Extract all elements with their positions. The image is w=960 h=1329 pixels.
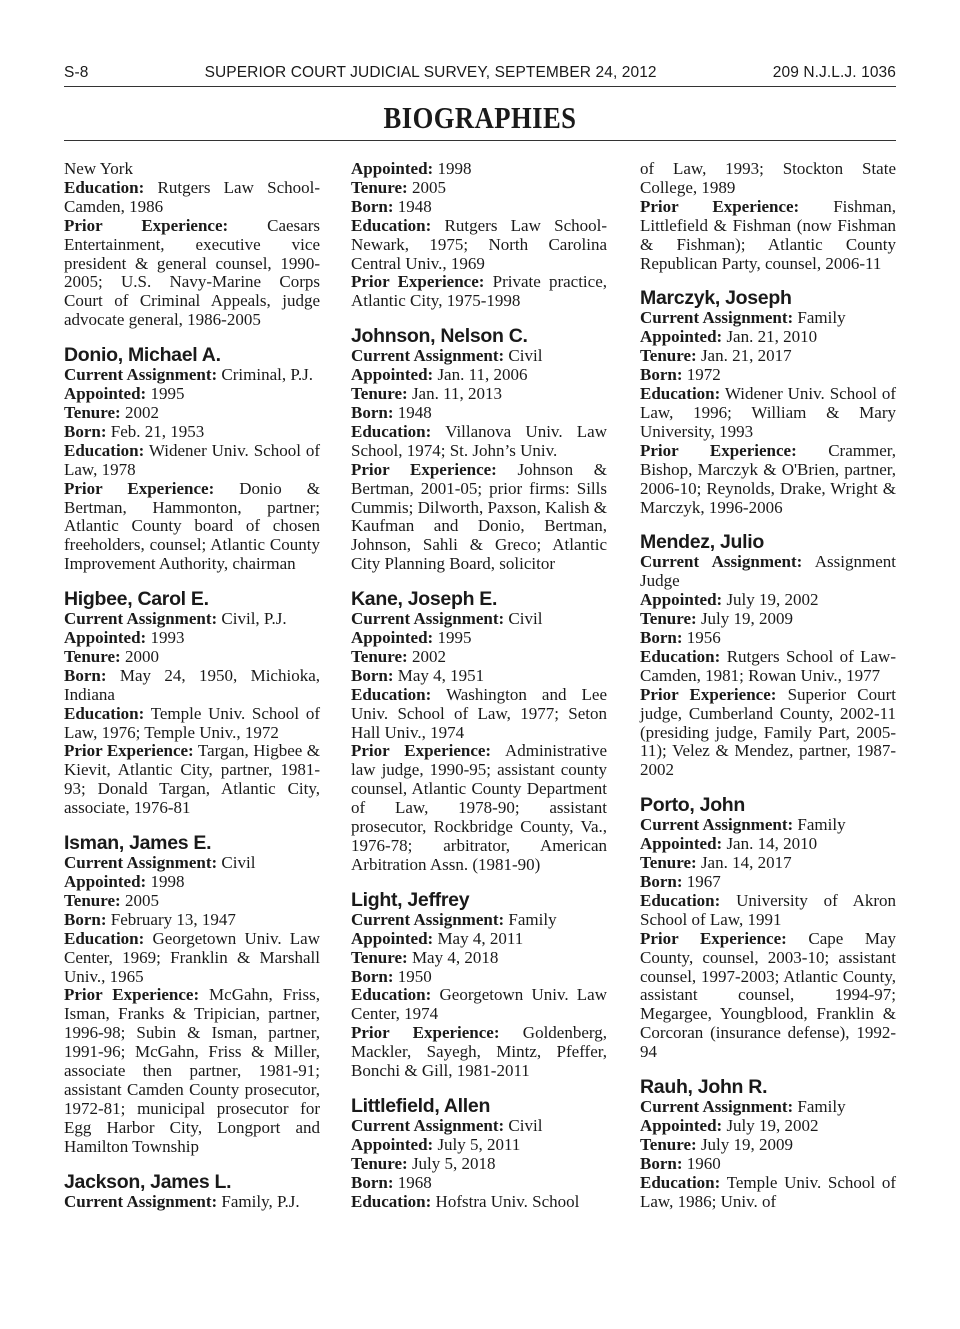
bio-field bbox=[64, 480, 320, 575]
bio-field bbox=[640, 553, 896, 591]
field-label: Education: bbox=[640, 1172, 721, 1192]
field-label: Current Assignment: bbox=[351, 1115, 505, 1135]
bio-field bbox=[351, 1193, 607, 1212]
field-value: Civil, P.J. bbox=[221, 609, 287, 629]
bio-field bbox=[351, 179, 607, 198]
bio-field bbox=[640, 835, 896, 854]
bio-field bbox=[64, 1193, 320, 1212]
bio-field bbox=[351, 629, 607, 648]
field-label: Prior Experience: bbox=[64, 478, 215, 498]
field-label: Current Assignment: bbox=[64, 1191, 218, 1211]
bio-field bbox=[351, 949, 607, 968]
field-value: July 5, 2018 bbox=[411, 1153, 496, 1173]
bio-field bbox=[640, 892, 896, 930]
field-label: Born: bbox=[64, 421, 107, 441]
bio-field bbox=[64, 705, 320, 743]
field-label: Tenure: bbox=[64, 890, 121, 910]
title-rule bbox=[64, 140, 896, 141]
field-label: Born: bbox=[351, 966, 394, 986]
field-value: Jan. 14, 2017 bbox=[700, 853, 792, 873]
field-label: Tenure: bbox=[351, 646, 408, 666]
bio-field bbox=[351, 217, 607, 274]
section-title: BIOGRAPHIES bbox=[383, 100, 577, 135]
field-label: Born: bbox=[351, 196, 394, 216]
judge-name: Johnson, Nelson C. bbox=[351, 325, 528, 348]
bio-field bbox=[351, 423, 607, 461]
bio-field bbox=[640, 1155, 896, 1174]
field-value: University of Akron School of Law, 1991 bbox=[640, 890, 897, 929]
field-value: 1972 bbox=[686, 365, 721, 385]
judge-name: Isman, James E. bbox=[64, 832, 212, 855]
bio-field bbox=[64, 610, 320, 629]
field-value: Family, P.J. bbox=[221, 1191, 300, 1211]
field-label: Current Assignment: bbox=[351, 909, 505, 929]
field-value: Criminal, P.J. bbox=[221, 365, 314, 385]
field-label: Prior Experience: bbox=[351, 1023, 500, 1043]
bio-field bbox=[351, 404, 607, 423]
field-label: Appointed: bbox=[64, 384, 147, 404]
field-label: Current Assignment: bbox=[640, 308, 794, 328]
bio-field bbox=[640, 1098, 896, 1117]
field-label: Education: bbox=[351, 215, 432, 235]
field-value: 1995 bbox=[150, 384, 185, 404]
bio-field bbox=[64, 648, 320, 667]
field-label: Appointed: bbox=[351, 159, 434, 178]
field-value: May 4, 1951 bbox=[397, 665, 485, 685]
field-label: Education: bbox=[351, 421, 432, 441]
bio-field bbox=[351, 1136, 607, 1155]
bio-field bbox=[351, 347, 607, 366]
bio-field bbox=[64, 442, 320, 480]
bio-field bbox=[640, 347, 896, 366]
running-head bbox=[64, 64, 896, 86]
bio-field bbox=[640, 873, 896, 892]
bio-field bbox=[640, 198, 896, 274]
field-label: Prior Experience: bbox=[640, 928, 787, 948]
bio-field bbox=[351, 1024, 607, 1081]
bio-field bbox=[640, 591, 896, 610]
field-value: Civil bbox=[221, 853, 256, 873]
field-label: Appointed: bbox=[640, 327, 723, 347]
field-label: Current Assignment: bbox=[640, 1097, 794, 1117]
field-label: Education: bbox=[64, 440, 145, 460]
field-label: Appointed: bbox=[351, 628, 434, 648]
field-label: Prior Experience: bbox=[351, 741, 492, 761]
bio-field bbox=[640, 610, 896, 629]
field-value: 1960 bbox=[686, 1153, 721, 1173]
biography-continuation bbox=[64, 160, 320, 330]
field-value: Caesars Entertainment, executive vice president & general counsel, 1990-2005; U.S. Navy-Marine Corps Court of Criminal Appeals, judge advocate general, 1986-2005 bbox=[64, 215, 320, 330]
column-1 bbox=[64, 160, 320, 1226]
bio-field bbox=[64, 930, 320, 987]
bio-field bbox=[351, 968, 607, 987]
bio-field bbox=[351, 461, 607, 574]
field-value: Rutgers Law School-Newark, 1975; North Carolina Central Univ., 1969 bbox=[351, 215, 608, 273]
field-label: Education: bbox=[351, 1191, 432, 1211]
bio-field bbox=[640, 328, 896, 347]
biography-entry bbox=[640, 287, 896, 517]
bio-field bbox=[64, 629, 320, 648]
bio-field bbox=[351, 198, 607, 217]
field-value: Civil bbox=[508, 1115, 543, 1135]
field-label: Born: bbox=[640, 872, 683, 891]
field-value: May 24, 1950, Michioka, Indiana bbox=[64, 665, 320, 704]
field-label: Prior Experience: bbox=[640, 196, 800, 216]
field-label: Appointed: bbox=[64, 872, 147, 891]
field-value: Jan. 21, 2010 bbox=[726, 327, 818, 347]
field-value: 1950 bbox=[397, 966, 432, 986]
field-value: Cape May County, counsel, 2003-10; assistant counsel, 1997-2003; Atlantic County, assistant counsel, 1994-97; Megargee, Youngblood, Franklin & Corcoran (insurance defense), 1992-94 bbox=[640, 928, 896, 1062]
field-value: Targan, Higbee & Kievit, Atlantic City, partner, 1981-93; Donald Targan, Atlantic City, associate, 1976-81 bbox=[64, 741, 320, 818]
bio-field bbox=[64, 404, 320, 423]
field-label: Appointed: bbox=[640, 1115, 723, 1135]
field-value: Family bbox=[797, 1097, 846, 1117]
field-value: Villanova Univ. Law School, 1974; St. John’s Univ. bbox=[351, 421, 607, 460]
field-label: Tenure: bbox=[351, 177, 408, 197]
field-label: Tenure: bbox=[351, 1153, 408, 1173]
column-3 bbox=[640, 160, 896, 1226]
bio-field bbox=[640, 1174, 896, 1212]
page-number: S-8 bbox=[64, 64, 89, 81]
field-value: May 4, 2011 bbox=[437, 928, 524, 948]
field-value: 2005 bbox=[411, 177, 446, 197]
judge-name: Porto, John bbox=[640, 794, 746, 817]
biography-entry bbox=[351, 588, 607, 875]
biography-entry bbox=[64, 344, 320, 574]
field-value: July 19, 2009 bbox=[700, 609, 794, 629]
field-value: McGahn, Friss, Isman, Franks & Tripician, partner, 1996-98; Subin & Isman, partner, 1991-96; McGahn, Friss & Miller, associate then partner, 1981-91; assistant Camden County prosecutor, 1972-81; municipal prosecutor for Egg Harbor City, Longport and Hamilton Township bbox=[64, 985, 320, 1156]
biography-continuation bbox=[640, 160, 896, 273]
field-value: July 5, 2011 bbox=[437, 1134, 521, 1154]
field-value: July 19, 2002 bbox=[726, 590, 819, 610]
field-label: Education: bbox=[64, 177, 145, 197]
field-value: Fishman, Littlefield & Fishman (now Fishman & Fishman); Atlantic County Republican Party, counsel, 2006-11 bbox=[640, 196, 896, 273]
judge-name: Higbee, Carol E. bbox=[64, 588, 209, 611]
field-value: 2005 bbox=[124, 890, 159, 910]
bio-field bbox=[351, 385, 607, 404]
field-label: Appointed: bbox=[351, 365, 434, 385]
field-label: Appointed: bbox=[640, 590, 723, 610]
field-label: Education: bbox=[640, 384, 721, 404]
judge-name: Littlefield, Allen bbox=[351, 1094, 491, 1117]
bio-field bbox=[351, 667, 607, 686]
bio-field bbox=[640, 930, 896, 1062]
field-label: Tenure: bbox=[64, 646, 121, 666]
bio-field bbox=[640, 442, 896, 518]
field-label: Current Assignment: bbox=[351, 609, 505, 629]
field-label: Tenure: bbox=[640, 1134, 697, 1154]
bio-field bbox=[640, 629, 896, 648]
bio-field bbox=[640, 854, 896, 873]
field-label: Tenure: bbox=[640, 853, 697, 873]
field-value: Hofstra Univ. School bbox=[435, 1191, 580, 1211]
bio-field bbox=[64, 385, 320, 404]
bio-field bbox=[351, 160, 607, 179]
field-value: Jan. 11, 2006 bbox=[437, 365, 528, 385]
biography-continuation bbox=[351, 160, 607, 311]
field-value: Superior Court judge, Cumberland County, 2002-11 (presiding judge, Family Part, 2005-11); Velez & Mendez, partner, 1987-2002 bbox=[640, 684, 896, 780]
bio-field bbox=[64, 854, 320, 873]
continued-text: New York bbox=[64, 159, 133, 178]
judge-name: Light, Jeffrey bbox=[351, 888, 470, 911]
field-value: Administrative law judge, 1990-95; assistant county counsel, Atlantic County Department of Law, 1978-90; assistant prosecutor, Rockbridge County, Va., 1976-78; arbitrator, American Arbitration Assn. (1981-90) bbox=[351, 741, 607, 874]
field-label: Appointed: bbox=[351, 928, 434, 948]
bio-field bbox=[351, 648, 607, 667]
biography-entry bbox=[640, 1076, 896, 1211]
bio-field bbox=[64, 179, 320, 217]
bio-field bbox=[640, 366, 896, 385]
field-value: 1993 bbox=[150, 628, 185, 648]
field-value: Crammer, Bishop, Marczyk & O'Brien, partner, 2006-10; Reynolds, Drake, Wright & Marczyk, 1996-2006 bbox=[640, 440, 896, 517]
field-value: Jan. 14, 2010 bbox=[726, 834, 818, 854]
field-label: Current Assignment: bbox=[64, 609, 218, 629]
field-label: Current Assignment: bbox=[351, 346, 505, 366]
field-label: Education: bbox=[351, 684, 432, 704]
field-value: 1956 bbox=[686, 628, 721, 648]
field-value: Goldenberg, Mackler, Sayegh, Mintz, Pfeffer, Bonchi & Gill, 1981-2011 bbox=[351, 1023, 607, 1081]
field-label: Born: bbox=[640, 628, 683, 648]
field-label: Born: bbox=[64, 909, 107, 929]
field-value: 2000 bbox=[124, 646, 159, 666]
bio-field bbox=[640, 309, 896, 328]
field-value: 1998 bbox=[150, 872, 185, 891]
bio-field bbox=[640, 816, 896, 835]
judge-name: Rauh, John R. bbox=[640, 1076, 768, 1099]
field-value: 1968 bbox=[397, 1172, 432, 1192]
bio-field bbox=[640, 1117, 896, 1136]
header-rule bbox=[64, 86, 896, 87]
field-label: Appointed: bbox=[64, 628, 147, 648]
field-value: Rutgers School of Law-Camden, 1981; Rowan Univ., 1977 bbox=[640, 646, 896, 685]
field-label: Current Assignment: bbox=[640, 815, 794, 835]
field-label: Prior Experience: bbox=[351, 459, 497, 479]
judge-name: Donio, Michael A. bbox=[64, 344, 221, 367]
field-value: Washington and Lee Univ. School of Law, 1977; Seton Hall Univ., 1974 bbox=[351, 684, 607, 742]
field-value: Family bbox=[508, 909, 557, 929]
field-label: Appointed: bbox=[640, 834, 723, 854]
field-value: 1998 bbox=[437, 159, 472, 178]
field-value: Temple Univ. School of Law, 1976; Temple Univ., 1972 bbox=[64, 703, 321, 742]
field-label: Current Assignment: bbox=[64, 853, 218, 873]
field-value: Civil bbox=[508, 609, 543, 629]
bio-field bbox=[64, 423, 320, 442]
field-value: July 19, 2002 bbox=[726, 1115, 819, 1135]
field-value: 1948 bbox=[397, 402, 432, 422]
bio-field bbox=[351, 1174, 607, 1193]
field-value: Johnson & Bertman, 2001-05; prior firms: Sills Cummis; Dilworth, Paxson, Kalish & Kaufman and Donio, Bertman, Johnson, Sahli & Greco; Atlantic City Planning Board, solicitor bbox=[351, 459, 607, 574]
bio-field bbox=[64, 986, 320, 1156]
bio-field bbox=[64, 892, 320, 911]
field-label: Education: bbox=[64, 928, 145, 948]
field-value: Civil bbox=[508, 346, 543, 366]
field-label: Current Assignment: bbox=[640, 552, 803, 572]
field-value: 2002 bbox=[411, 646, 446, 666]
field-label: Tenure: bbox=[64, 402, 121, 422]
field-value: February 13, 1947 bbox=[110, 909, 236, 929]
field-label: Born: bbox=[640, 1153, 683, 1173]
biography-entry bbox=[351, 889, 607, 1081]
biography-entry bbox=[64, 1171, 320, 1212]
field-label: Tenure: bbox=[351, 947, 408, 967]
bio-field bbox=[351, 366, 607, 385]
field-value: May 4, 2018 bbox=[411, 947, 499, 967]
bio-field bbox=[640, 385, 896, 442]
bio-field bbox=[64, 667, 320, 705]
field-label: Prior Experience: bbox=[64, 741, 194, 761]
field-value: July 19, 2009 bbox=[700, 1134, 794, 1154]
bio-field bbox=[640, 648, 896, 686]
bio-field bbox=[64, 742, 320, 818]
bio-field bbox=[64, 911, 320, 930]
field-value: Widener Univ. School of Law, 1996; William & Mary University, 1993 bbox=[640, 384, 896, 441]
bio-field bbox=[640, 686, 896, 781]
field-value: Assignment Judge bbox=[640, 552, 896, 591]
biography-entry bbox=[64, 832, 320, 1157]
bio-field bbox=[640, 1136, 896, 1155]
field-label: Tenure: bbox=[351, 384, 408, 404]
field-value: Georgetown Univ. Law Center, 1974 bbox=[351, 985, 608, 1024]
field-label: Prior Experience: bbox=[640, 440, 797, 460]
field-value: Temple Univ. School of Law, 1986; Univ. of bbox=[640, 1172, 897, 1211]
field-value: Family bbox=[797, 815, 846, 835]
bio-field bbox=[351, 273, 607, 311]
field-value: Family bbox=[797, 308, 846, 328]
field-value: Donio & Bertman, Hammonton, partner; Atlantic County board of chosen freeholders, counsel; Atlantic County Improvement Authority, chairman bbox=[64, 478, 320, 574]
bio-field bbox=[64, 873, 320, 892]
field-value: 2002 bbox=[124, 402, 159, 422]
field-label: Prior Experience: bbox=[64, 985, 200, 1005]
judge-name: Mendez, Julio bbox=[640, 531, 764, 554]
column-2 bbox=[351, 160, 607, 1226]
citation: 209 N.J.L.J. 1036 bbox=[772, 64, 896, 81]
biography-entry bbox=[351, 1095, 607, 1212]
field-value: 1948 bbox=[397, 196, 432, 216]
bio-field bbox=[351, 610, 607, 629]
bio-field bbox=[351, 1117, 607, 1136]
bio-field bbox=[351, 1155, 607, 1174]
biography-entry bbox=[640, 794, 896, 1062]
field-label: Prior Experience: bbox=[640, 684, 777, 704]
bio-field bbox=[351, 686, 607, 743]
field-value: Rutgers Law School-Camden, 1986 bbox=[64, 177, 321, 216]
field-value: Georgetown Univ. Law Center, 1969; Franklin & Marshall Univ., 1965 bbox=[64, 928, 321, 986]
field-label: Education: bbox=[640, 646, 721, 666]
field-label: Born: bbox=[351, 1172, 394, 1192]
judge-name: Marczyk, Joseph bbox=[640, 287, 792, 310]
field-label: Prior Experience: bbox=[64, 215, 229, 235]
field-label: Prior Experience: bbox=[351, 272, 485, 292]
bio-field bbox=[351, 742, 607, 874]
biography-entry bbox=[351, 325, 607, 574]
biography-entry bbox=[64, 588, 320, 818]
field-value: Jan. 21, 2017 bbox=[700, 346, 792, 366]
field-label: Born: bbox=[640, 365, 683, 385]
biography-entry bbox=[640, 531, 896, 780]
bio-field bbox=[351, 986, 607, 1024]
field-label: Appointed: bbox=[351, 1134, 434, 1154]
field-value: Private practice, Atlantic City, 1975-1998 bbox=[351, 272, 607, 311]
bio-field bbox=[64, 217, 320, 330]
judge-name: Kane, Joseph E. bbox=[351, 588, 498, 611]
field-label: Current Assignment: bbox=[64, 365, 218, 385]
field-value: Widener Univ. School of Law, 1978 bbox=[64, 440, 320, 479]
judge-name: Jackson, James L. bbox=[64, 1170, 232, 1193]
field-label: Born: bbox=[351, 402, 394, 422]
field-label: Education: bbox=[640, 890, 721, 910]
field-value: Jan. 11, 2013 bbox=[411, 384, 502, 404]
field-label: Born: bbox=[64, 665, 107, 685]
field-label: Education: bbox=[64, 703, 145, 723]
bio-field bbox=[351, 911, 607, 930]
field-label: Tenure: bbox=[640, 609, 697, 629]
continued-text: of Law, 1993; Stockton State College, 1989 bbox=[640, 159, 896, 197]
bio-field bbox=[351, 930, 607, 949]
publication-title: SUPERIOR COURT JUDICIAL SURVEY, SEPTEMBER 24, 2012 bbox=[204, 64, 657, 81]
field-value: 1967 bbox=[686, 872, 721, 891]
field-label: Education: bbox=[351, 985, 432, 1005]
field-value: Feb. 21, 1953 bbox=[110, 421, 205, 441]
field-label: Tenure: bbox=[640, 346, 697, 366]
field-label: Born: bbox=[351, 665, 394, 685]
field-value: 1995 bbox=[437, 628, 472, 648]
bio-field bbox=[64, 366, 320, 385]
